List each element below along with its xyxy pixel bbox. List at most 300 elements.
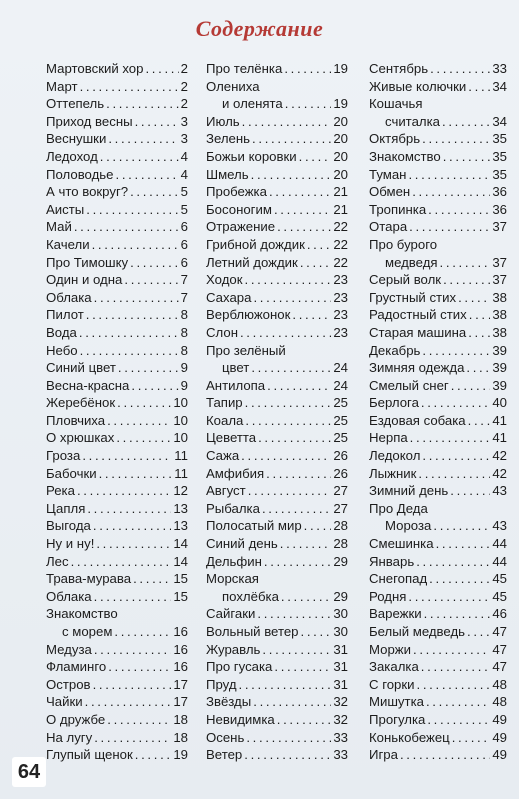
dot-leader: [426, 201, 490, 219]
toc-entry-title: Облака: [46, 588, 92, 604]
toc-entry: [46, 500, 188, 518]
toc-entry-page: 21: [333, 184, 348, 200]
dot-leader: [80, 447, 172, 465]
dot-leader: [78, 342, 179, 360]
toc-entry: [369, 711, 507, 729]
toc-entry: [369, 271, 507, 289]
toc-entry-page: 10: [173, 395, 188, 411]
toc-entry-title: Оттепель: [46, 96, 105, 112]
toc-entry: [369, 429, 507, 447]
toc-entry-title: Выгода: [46, 518, 91, 534]
dot-leader: [275, 711, 332, 729]
toc-entry: [46, 148, 188, 166]
toc-entry: [206, 130, 348, 148]
toc-entry-title: Зелень: [206, 131, 251, 147]
toc-entry: [46, 324, 188, 342]
dot-leader: [428, 60, 490, 78]
dot-leader: [72, 218, 179, 236]
toc-entry: [206, 306, 348, 324]
dot-leader: [420, 447, 490, 465]
toc-entry-title: Смешинка: [369, 536, 434, 552]
toc-entry-title: Журавль: [206, 641, 261, 657]
toc-entry-page: 9: [180, 377, 188, 393]
dot-leader: [78, 78, 179, 96]
toc-entry-page: 16: [173, 641, 188, 657]
toc-entry-title: Сажа: [206, 448, 240, 464]
toc-entry: [369, 130, 507, 148]
toc-entry-page: 6: [180, 236, 188, 252]
toc-entry-title: Морская: [206, 571, 259, 587]
toc-entry-page: 26: [333, 448, 348, 464]
toc-entry-page: 47: [492, 624, 507, 639]
toc-entry-page: 37: [492, 254, 507, 270]
toc-entry-page: 11: [174, 465, 188, 481]
toc-entry-page: 38: [492, 289, 507, 305]
toc-entry-page: 32: [333, 694, 348, 710]
toc-entry: [369, 342, 507, 360]
toc-entry-title: с морем: [62, 624, 113, 639]
toc-entry-page: 43: [492, 518, 507, 534]
toc-entry-page: 3: [180, 131, 188, 147]
toc-entry-title: Март: [46, 78, 78, 94]
toc-entry-title: Конькобежец: [369, 729, 450, 745]
toc-entry-page: 11: [174, 448, 188, 464]
dot-leader: [250, 130, 331, 148]
toc-entry-page: 49: [492, 711, 507, 727]
dot-leader: [143, 60, 178, 78]
toc-entry-title: Бабочки: [46, 465, 97, 481]
toc-entry: [369, 95, 507, 113]
dot-leader: [92, 641, 171, 659]
toc-entry-title: Про бурого: [369, 236, 438, 252]
toc-entry-page: 13: [173, 518, 188, 534]
dot-leader: [302, 517, 332, 535]
toc-entry: [206, 183, 348, 201]
toc-entry: [206, 570, 348, 588]
toc-entry-title: Про зелёный: [206, 342, 286, 358]
dot-leader: [105, 412, 171, 430]
dot-leader: [129, 377, 178, 395]
dot-leader: [105, 711, 171, 729]
dot-leader: [92, 588, 172, 606]
toc-entry-title: Гроза: [46, 448, 81, 464]
toc-entry-title: Ходок: [206, 272, 243, 288]
toc-column-1: [46, 60, 188, 764]
toc-entry: [369, 236, 507, 254]
toc-entry: [369, 78, 507, 96]
dot-leader: [106, 658, 171, 676]
toc-entry: [46, 412, 188, 430]
dot-leader: [133, 113, 179, 131]
dot-leader: [272, 658, 331, 676]
toc-entry: [46, 676, 188, 694]
toc-entry: [369, 218, 507, 236]
toc-entry: [46, 183, 188, 201]
dot-leader: [467, 306, 491, 324]
toc-entry: [369, 324, 507, 342]
toc-entry-title: Август: [206, 483, 246, 499]
toc-entry: [46, 517, 188, 535]
toc-entry: [46, 658, 188, 676]
toc-entry-title: Половодье: [46, 166, 114, 182]
dot-leader: [415, 676, 491, 694]
toc-entry-page: 39: [492, 377, 507, 393]
toc-entry-page: 28: [333, 536, 348, 552]
dot-leader: [416, 465, 490, 483]
toc-entry-title: Синий цвет: [46, 360, 116, 376]
toc-entry: [46, 465, 188, 483]
toc-entry-title: Божьи коровки: [206, 148, 297, 164]
toc-entry-title: Ездовая собака: [369, 412, 466, 428]
toc-entry: [46, 693, 188, 711]
dot-leader: [90, 236, 179, 254]
toc-entry-title: Старая машина: [369, 324, 467, 340]
toc-entry: [206, 729, 348, 747]
toc-entry: [206, 412, 348, 430]
toc-entry: [369, 359, 507, 377]
dot-leader: [77, 324, 179, 342]
toc-entry: [46, 641, 188, 659]
toc-entry-page: 23: [333, 272, 348, 288]
toc-entry: [46, 588, 188, 606]
toc-entry-page: 30: [333, 606, 348, 622]
toc-entry-page: 47: [492, 641, 507, 657]
dot-leader: [406, 588, 490, 606]
dot-leader: [249, 166, 332, 184]
toc-entry-page: 22: [333, 254, 348, 270]
toc-entry-page: 21: [333, 201, 348, 217]
dot-leader: [431, 517, 490, 535]
dot-leader: [450, 729, 491, 747]
toc-entry-page: 9: [180, 360, 188, 376]
dot-leader: [414, 553, 490, 571]
toc-entry-title: Про Тимошку: [46, 254, 129, 270]
toc-entry-title: Про телёнка: [206, 61, 283, 76]
toc-entry-title: Кошачья: [369, 96, 423, 112]
dot-leader: [406, 166, 490, 184]
toc-entry-title: Цеветта: [206, 430, 257, 446]
toc-entry-title: цвет: [222, 360, 250, 376]
toc-entry-page: 8: [180, 307, 188, 323]
toc-entry-title: Один и одна: [46, 272, 123, 288]
toc-entry-title: Грустный стих: [369, 289, 457, 305]
toc-entry-page: 48: [492, 676, 507, 692]
toc-entry-title: Ветер: [206, 747, 243, 763]
toc-entry-page: 25: [333, 412, 348, 428]
toc-entry-title: Моржи: [369, 641, 411, 657]
toc-entry-page: 32: [333, 711, 348, 727]
dot-leader: [408, 429, 491, 447]
toc-entry: [206, 588, 348, 606]
dot-leader: [466, 324, 490, 342]
dot-leader: [243, 412, 331, 430]
toc-entry: [206, 394, 348, 412]
dot-leader: [85, 500, 171, 518]
toc-entry-page: 5: [180, 184, 188, 200]
toc-entry-page: 36: [492, 184, 507, 200]
dot-leader: [114, 166, 179, 184]
toc-entry: [369, 289, 507, 307]
toc-entry-title: Прогулка: [369, 711, 426, 727]
toc-entry: [369, 570, 507, 588]
toc-entry-page: 20: [333, 131, 348, 147]
toc-entry-page: 15: [173, 571, 188, 587]
dot-leader: [131, 570, 171, 588]
toc-entry: [369, 535, 507, 553]
toc-entry: [46, 746, 188, 764]
toc-entry: [46, 236, 188, 254]
dot-leader: [264, 465, 331, 483]
toc-entry-page: 8: [180, 324, 188, 340]
toc-entry-title: Чайки: [46, 694, 83, 710]
toc-entry: [46, 377, 188, 395]
toc-entry-title: похлёбка: [222, 588, 279, 604]
dot-leader: [440, 113, 490, 131]
toc-entry-page: 39: [492, 360, 507, 376]
dot-leader: [251, 693, 331, 711]
toc-entry-title: Дельфин: [206, 553, 262, 569]
toc-entry: [369, 377, 507, 395]
dot-leader: [265, 377, 331, 395]
toc-entry-page: 37: [492, 219, 507, 235]
toc-entry: [46, 60, 188, 78]
dot-leader: [83, 693, 172, 711]
toc-entry-page: 10: [173, 412, 188, 428]
dot-leader: [434, 535, 491, 553]
toc-entry-page: 23: [333, 324, 348, 340]
toc-entry-page: 15: [173, 588, 188, 604]
dot-leader: [69, 553, 172, 571]
toc-entry: [206, 201, 348, 219]
toc-entry-page: 42: [492, 448, 507, 464]
toc-entry: [46, 711, 188, 729]
toc-entry-page: 33: [492, 61, 507, 76]
dot-leader: [114, 429, 171, 447]
dot-leader: [407, 218, 490, 236]
toc-entry: [206, 342, 348, 360]
dot-leader: [298, 254, 332, 272]
toc-entry: [206, 517, 348, 535]
dot-leader: [246, 482, 332, 500]
toc-entry-page: 6: [180, 219, 188, 235]
toc-entry-title: Невидимка: [206, 711, 275, 727]
toc-entry-title: Варежки: [369, 606, 422, 622]
dot-leader: [128, 183, 179, 201]
toc-entry: [206, 465, 348, 483]
toc-entry-title: Зимняя одежда: [369, 360, 465, 376]
toc-entry-page: 27: [333, 500, 348, 516]
dot-leader: [297, 148, 332, 166]
toc-entry-page: 39: [492, 342, 507, 358]
dot-leader: [466, 78, 490, 96]
dot-leader: [466, 412, 491, 430]
dot-leader: [94, 535, 171, 553]
toc-entry-title: Берлога: [369, 395, 419, 411]
dot-leader: [92, 729, 171, 747]
toc-entry: [46, 95, 188, 113]
dot-leader: [112, 623, 171, 641]
toc-entry: [206, 95, 348, 113]
toc-entry: [46, 447, 188, 465]
toc-entry-page: 4: [180, 166, 188, 182]
toc-entry: [369, 254, 507, 272]
toc-entry-page: 17: [173, 694, 188, 710]
dot-leader: [243, 271, 332, 289]
dot-leader: [106, 130, 178, 148]
toc-entry-title: Мороза: [385, 518, 432, 534]
toc-entry-page: 29: [333, 588, 348, 604]
toc-entry-title: и оленята: [222, 96, 283, 112]
toc-entry-page: 18: [173, 729, 188, 745]
dot-leader: [75, 482, 171, 500]
toc-entry-title: Река: [46, 483, 75, 499]
toc-entry-page: 2: [180, 61, 188, 76]
toc-entry-page: 34: [492, 78, 507, 94]
toc-entry-page: 4: [180, 148, 188, 164]
toc-entry-title: Слон: [206, 324, 238, 340]
toc-entry-title: Шмель: [206, 166, 249, 182]
toc-entry: [46, 570, 188, 588]
toc-entry: [206, 447, 348, 465]
toc-entry-page: 33: [333, 747, 348, 763]
toc-entry-page: 22: [333, 219, 348, 235]
toc-entry-page: 27: [333, 483, 348, 499]
dot-leader: [133, 746, 172, 764]
toc-entry-title: Вода: [46, 324, 77, 340]
toc-entry: [206, 166, 348, 184]
toc-entry-page: 31: [333, 659, 348, 675]
toc-entry: [369, 482, 507, 500]
toc-entry-page: 14: [173, 553, 188, 569]
toc-entry-page: 41: [492, 430, 507, 446]
toc-entry-page: 45: [492, 571, 507, 587]
dot-leader: [267, 183, 331, 201]
toc-entry-title: Про гусака: [206, 659, 273, 675]
toc-entry-page: 10: [173, 430, 188, 446]
toc-entry: [369, 658, 507, 676]
toc-entry: [46, 271, 188, 289]
toc-entry: [46, 359, 188, 377]
toc-entry-title: Облака: [46, 289, 92, 305]
toc-entry: [46, 78, 188, 96]
toc-entry-page: 48: [492, 694, 507, 710]
dot-leader: [251, 289, 331, 307]
toc-entry: [46, 429, 188, 447]
toc-entry-title: медведя: [385, 254, 438, 270]
dot-leader: [278, 535, 332, 553]
toc-entry-title: Знакомство: [369, 148, 441, 164]
toc-entry-title: Январь: [369, 553, 415, 569]
toc-entry: [206, 218, 348, 236]
toc-entry-page: 25: [333, 430, 348, 446]
toc-entry: [46, 113, 188, 131]
toc-entry-title: Игра: [369, 747, 398, 763]
toc-entry-title: Медуза: [46, 641, 92, 657]
toc-entry: [369, 623, 507, 641]
toc-entry-title: Качели: [46, 236, 90, 252]
toc-entry: [46, 482, 188, 500]
toc-entry-title: Пруд: [206, 676, 237, 692]
dot-leader: [256, 429, 331, 447]
toc-entry: [206, 500, 348, 518]
dot-leader: [122, 271, 178, 289]
toc-entry: [206, 113, 348, 131]
toc-entry-title: Живые колючки: [369, 78, 467, 94]
toc-entry-page: 34: [492, 113, 507, 129]
toc-entry-title: считалка: [385, 113, 440, 129]
dot-leader: [244, 729, 331, 747]
dot-leader: [420, 130, 490, 148]
dot-leader: [456, 289, 490, 307]
toc-entry: [369, 306, 507, 324]
toc-entry-title: Ледоход: [46, 148, 98, 164]
toc-entry-title: Полосатый мир: [206, 518, 302, 534]
toc-entry-title: Пилот: [46, 307, 84, 323]
toc-entry: [46, 729, 188, 747]
toc-entry-title: Отражение: [206, 219, 276, 235]
toc-entry-page: 31: [333, 676, 348, 692]
toc-entry-page: 33: [333, 729, 348, 745]
toc-entry-title: Ну и ну!: [46, 536, 95, 552]
dot-leader: [441, 148, 491, 166]
dot-leader: [115, 394, 171, 412]
dot-leader: [425, 711, 490, 729]
toc-entry-page: 16: [173, 659, 188, 675]
dot-leader: [116, 359, 179, 377]
dot-leader: [411, 641, 490, 659]
toc-entry-title: Май: [46, 219, 72, 235]
dot-leader: [272, 201, 331, 219]
dot-leader: [441, 271, 490, 289]
toc-entry-title: Фламинго: [46, 659, 107, 675]
toc-entry-title: Пловчиха: [46, 412, 106, 428]
toc-entry: [206, 236, 348, 254]
toc-entry-title: Июль: [206, 113, 240, 129]
toc-entry: [369, 553, 507, 571]
toc-entry-page: 20: [333, 113, 348, 129]
toc-entry: [206, 324, 348, 342]
toc-entry-page: 20: [333, 148, 348, 164]
dot-leader: [237, 676, 332, 694]
dot-leader: [448, 482, 490, 500]
toc-entry-title: Амфибия: [206, 465, 265, 481]
toc-entry-title: О хрюшках: [46, 430, 115, 446]
toc-entry: [369, 517, 507, 535]
toc-entry-title: Синий день: [206, 536, 278, 552]
toc-entry-title: Снегопад: [369, 571, 428, 587]
toc-entry: [369, 201, 507, 219]
dot-leader: [249, 359, 331, 377]
dot-leader: [464, 359, 490, 377]
toc-entry-page: 2: [180, 96, 188, 112]
toc-entry-title: Про Деда: [369, 500, 428, 516]
toc-entry: [206, 641, 348, 659]
toc-entry-page: 43: [492, 483, 507, 499]
toc-entry-page: 7: [180, 289, 188, 305]
toc-entry-page: 17: [173, 676, 188, 692]
toc-entry: [206, 78, 348, 96]
toc-entry-title: Остров: [46, 676, 91, 692]
toc-entry-page: 49: [492, 729, 507, 745]
toc-entry-page: 23: [333, 289, 348, 305]
toc-entry-title: Верблюжонок: [206, 307, 291, 323]
toc-entry-page: 28: [333, 518, 348, 534]
toc-entry: [206, 271, 348, 289]
toc-entry-title: Белый медведь: [369, 624, 466, 639]
dot-leader: [449, 377, 491, 395]
toc-entry-page: 23: [333, 307, 348, 323]
toc-entry: [206, 693, 348, 711]
